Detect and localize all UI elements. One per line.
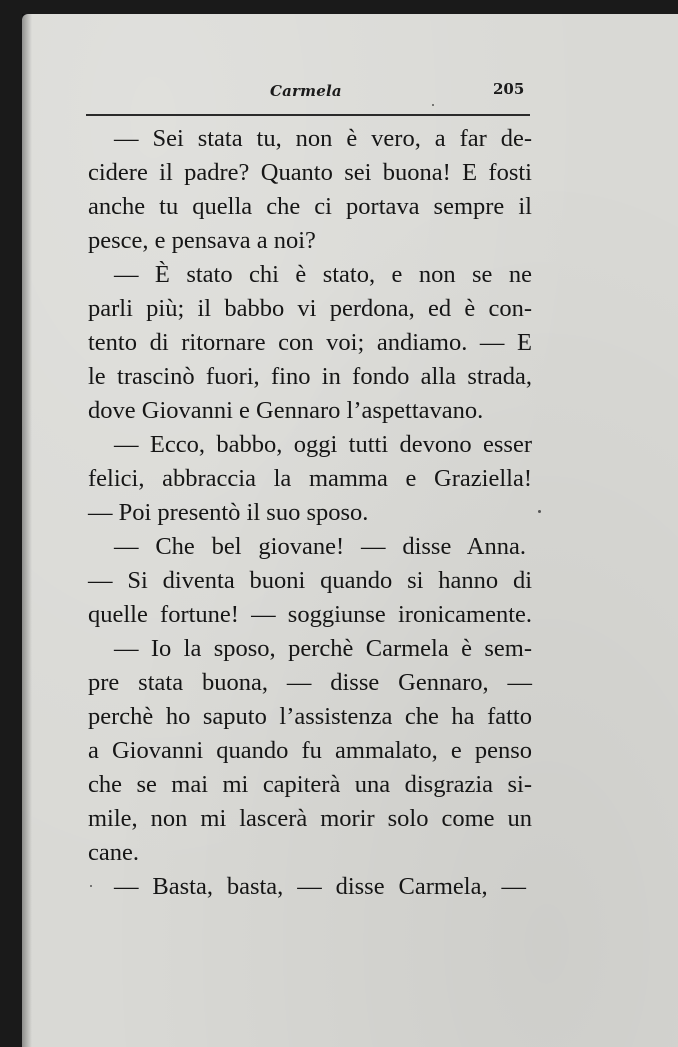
- text-line: anche tu quella che ci portava sempre il: [88, 193, 532, 220]
- text-line: — Basta, basta, — disse Carmela, —: [114, 873, 526, 900]
- text-line: pesce, e pensava a noi?: [88, 227, 316, 254]
- text-line: cidere il padre? Quanto sei buona! E fosti: [88, 159, 532, 186]
- text-line: — Che bel giovane! — disse Anna.: [114, 533, 526, 560]
- running-head-title: Carmela: [270, 82, 342, 100]
- text-line: — Ecco, babbo, oggi tutti devono esser: [114, 431, 532, 458]
- text-line: felici, abbraccia la mamma e Graziella!: [88, 465, 532, 492]
- header-rule: [86, 114, 530, 116]
- text-line: perchè ho saputo l’assistenza che ha fatto: [88, 703, 532, 730]
- text-line: cane.: [88, 839, 139, 866]
- text-line: quelle fortune! — soggiunse ironicamente.: [88, 601, 532, 628]
- gutter-shadow: [22, 14, 32, 1047]
- text-line: parli più; il babbo vi perdona, ed è con-: [88, 295, 532, 322]
- text-line: dove Giovanni e Gennaro l’aspettavano.: [88, 397, 484, 424]
- paper-speck: [432, 104, 434, 106]
- text-line: le trascinò fuori, fino in fondo alla strada,: [88, 363, 532, 390]
- paper-speck: [90, 885, 92, 887]
- text-line: — Poi presentò il suo sposo.: [88, 499, 369, 526]
- text-line: a Giovanni quando fu ammalato, e penso: [88, 737, 532, 764]
- page-number: 205: [493, 80, 525, 98]
- text-line: tento di ritornare con voi; andiamo. — E: [88, 329, 532, 356]
- text-line: che se mai mi capiterà una disgrazia si-: [88, 771, 532, 798]
- text-line: mile, non mi lascerà morir solo come un: [88, 805, 532, 832]
- text-line: — Si diventa buoni quando si hanno di: [88, 567, 532, 594]
- text-line: — È stato chi è stato, e non se ne: [114, 261, 532, 288]
- text-line: pre stata buona, — disse Gennaro, —: [88, 669, 532, 696]
- text-line: — Io la sposo, perchè Carmela è sem-: [114, 635, 532, 662]
- running-head: [0, 0, 678, 120]
- text-line: — Sei stata tu, non è vero, a far de-: [114, 125, 532, 152]
- paper-speck: [538, 510, 541, 513]
